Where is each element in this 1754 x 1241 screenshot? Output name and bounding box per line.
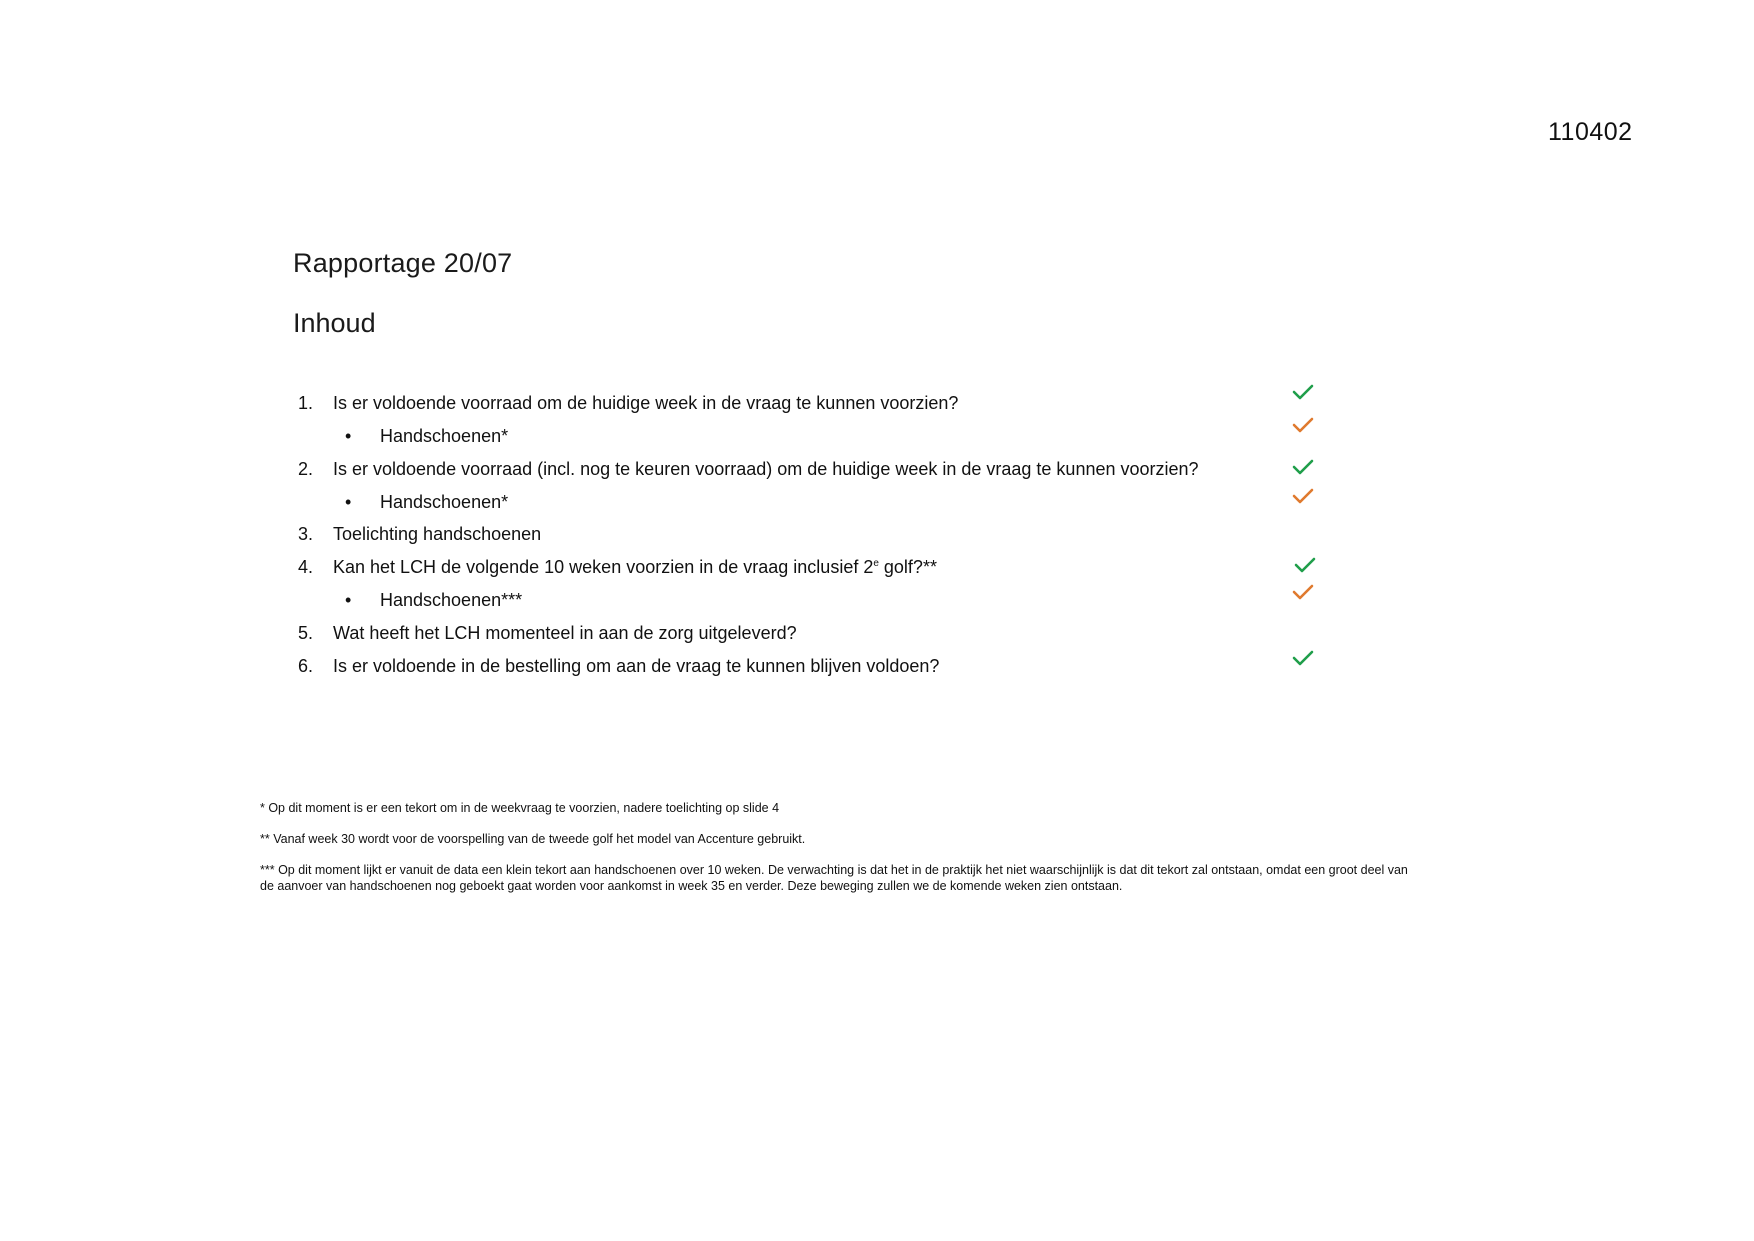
- toc-item-text: Toelichting handschoenen: [333, 524, 542, 544]
- check-icon-orange: [1292, 488, 1314, 504]
- footnote-2: ** Vanaf week 30 wordt voor de voorspelling van de tweede golf het model van Accenture gebruikt.: [260, 832, 806, 846]
- check-icon-green: [1292, 650, 1314, 666]
- section-heading-inhoud: Inhoud: [293, 308, 376, 338]
- check-icon-green: [1292, 384, 1314, 400]
- footnotes: [260, 800, 1410, 909]
- toc-item-number: 6.: [298, 656, 314, 676]
- footnote-3: *** Op dit moment lijkt er vanuit de data een klein tekort aan handschoenen over 10 weken. De verwachting is dat het in de praktijk het niet waarschijnlijk is dat dit tekort zal ontstaan, omdat een groot deel van de aanvoer van handschoenen nog geboekt gaat worden voor aankomst in week 35 en verder. Deze beweging zullen we de komende weken zien ontstaan.: [260, 863, 1408, 893]
- toc-item-text: Wat heeft het LCH momenteel in aan de zorg uitgeleverd?: [333, 623, 797, 643]
- check-icon-green: [1294, 557, 1316, 573]
- toc-item-number: 5.: [298, 623, 314, 643]
- bullet: •: [345, 426, 352, 446]
- check-icon-orange: [1292, 584, 1314, 600]
- toc-subitem-text: Handschoenen***: [380, 590, 523, 610]
- toc-item-text: Is er voldoende in de bestelling om aan de vraag te kunnen blijven voldoen?: [333, 656, 940, 676]
- bullet: •: [345, 590, 352, 610]
- toc-item-number: 3.: [298, 524, 314, 544]
- toc-item-text: Is er voldoende voorraad (incl. nog te keuren voorraad) om de huidige week in de vraag te kunnen voorzien?: [333, 459, 1199, 479]
- document-number: 110402: [1548, 118, 1633, 146]
- toc-item-number: 4.: [298, 557, 314, 577]
- toc-item-number: 1.: [298, 393, 314, 413]
- page-title: Rapportage 20/07: [293, 248, 513, 278]
- toc-item-text-before: Kan het LCH de volgende 10 weken voorzien in de vraag inclusief 2: [333, 557, 874, 577]
- superscript: e: [873, 558, 879, 569]
- bullet: •: [345, 492, 352, 512]
- toc-item-number: 2.: [298, 459, 314, 479]
- footnote-1: * Op dit moment is er een tekort om in de weekvraag te voorzien, nadere toelichting op slide 4: [260, 801, 780, 815]
- toc-item-text: Is er voldoende voorraad om de huidige week in de vraag te kunnen voorzien?: [333, 393, 959, 413]
- toc-item-text: [333, 553, 937, 581]
- toc-item-text-after: golf?**: [878, 557, 937, 577]
- check-icon-green: [1292, 459, 1314, 475]
- check-icon-orange: [1292, 417, 1314, 433]
- toc-subitem-text: Handschoenen*: [380, 492, 509, 512]
- toc-subitem-text: Handschoenen*: [380, 426, 509, 446]
